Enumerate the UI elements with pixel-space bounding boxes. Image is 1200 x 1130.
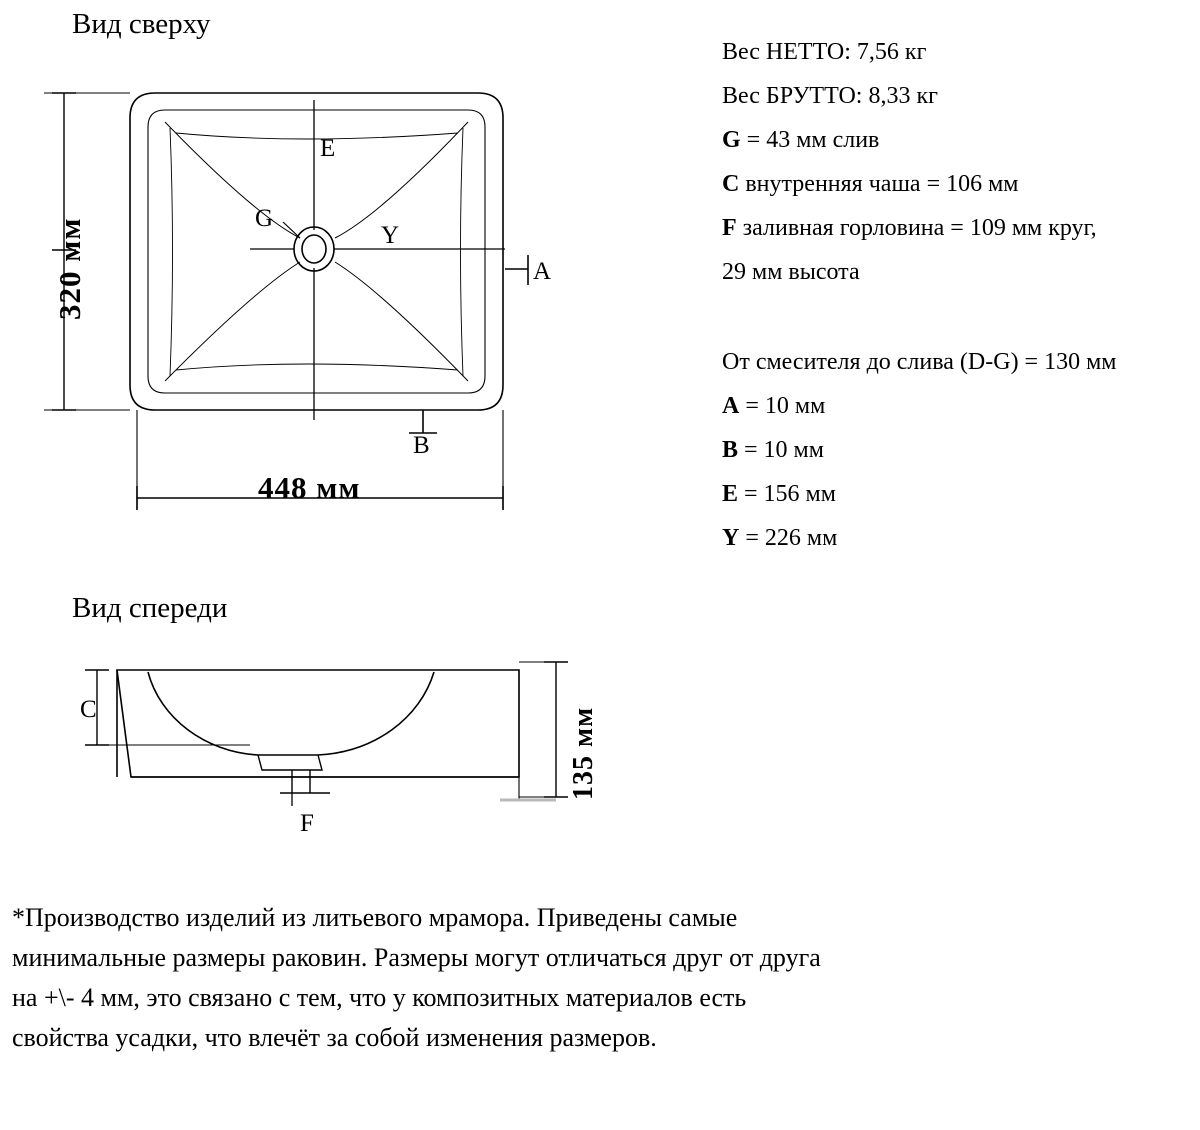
point-label-f: F xyxy=(300,810,314,837)
point-label-y: Y xyxy=(381,222,400,249)
dimension-height-135: 135 мм xyxy=(568,706,599,800)
spec-spacer xyxy=(722,294,1192,340)
spec-c xyxy=(722,162,1192,206)
spec-y-value: = 226 мм xyxy=(739,525,838,551)
front-view-group xyxy=(85,662,568,806)
drain-inner-circle xyxy=(302,235,326,263)
front-body-outline xyxy=(117,670,519,777)
spec-f-key: F xyxy=(722,215,737,241)
spec-dg: От смесителя до слива (D-G) = 130 мм xyxy=(722,349,1117,375)
drain-outer-circle xyxy=(294,227,334,271)
footnote-text: *Производство изделий из литьевого мрамора. Приведены самые минимальные размеры раковин. Размеры могут отличаться друг от друга на +\- 4 мм, это связано с тем, что у композитных материалов есть свойства усадки, что влечёт за собой изменения размеров. xyxy=(12,903,821,1052)
spec-c-key: C xyxy=(722,171,740,197)
spec-g-value: = 43 мм слив xyxy=(740,127,880,153)
basin-outer-outline xyxy=(130,93,503,410)
bowl-side-bottom xyxy=(176,364,458,370)
spec-gross-weight: Вес БРУТТО: 8,33 кг xyxy=(722,83,938,109)
bowl-curve-tl xyxy=(165,122,300,238)
spec-net-weight: Вес НЕТТО: 7,56 кг xyxy=(722,39,927,65)
spec-a xyxy=(722,384,1192,428)
spec-b-key: B xyxy=(722,437,739,463)
bowl-profile xyxy=(148,672,434,755)
spec-b-value: = 10 мм xyxy=(738,437,824,463)
bowl-side-top xyxy=(176,133,458,139)
spec-b xyxy=(722,428,1192,472)
spec-e-value: = 156 мм xyxy=(738,481,836,507)
spec-f-continued: 29 мм высота xyxy=(722,259,860,285)
dimension-height-320: 320 мм xyxy=(52,217,87,320)
bowl-drain-funnel xyxy=(258,755,322,770)
bowl-curve-bl xyxy=(165,262,300,381)
spec-e xyxy=(722,472,1192,516)
spec-y-key: Y xyxy=(722,525,740,551)
spec-e-key: E xyxy=(722,481,739,507)
spec-a-key: A xyxy=(722,393,740,419)
spec-y xyxy=(722,516,1192,560)
point-label-b: B xyxy=(413,432,430,459)
point-label-g: G xyxy=(255,205,274,232)
spec-a-value: = 10 мм xyxy=(739,393,826,419)
dimension-width-448: 448 мм xyxy=(258,470,361,505)
point-label-e: E xyxy=(320,135,336,162)
bowl-curve-br xyxy=(335,262,468,381)
basin-inner-rim xyxy=(148,110,485,393)
top-view-group xyxy=(44,93,528,510)
bowl-side-right xyxy=(461,128,464,376)
spec-f xyxy=(722,206,1192,250)
bowl-curve-tr xyxy=(335,122,468,238)
point-label-a: A xyxy=(533,258,552,285)
specifications-panel xyxy=(722,30,1192,560)
spec-g-key: G xyxy=(722,127,741,153)
top-view-title: Вид сверху xyxy=(72,8,211,40)
point-label-c: C xyxy=(80,696,97,723)
spec-g xyxy=(722,118,1192,162)
front-view-title: Вид спереди xyxy=(72,592,228,624)
spec-f-value: заливная горловина = 109 мм круг, xyxy=(736,215,1097,241)
spec-c-value: внутренняя чаша = 106 мм xyxy=(739,171,1019,197)
bowl-side-left xyxy=(170,128,173,376)
